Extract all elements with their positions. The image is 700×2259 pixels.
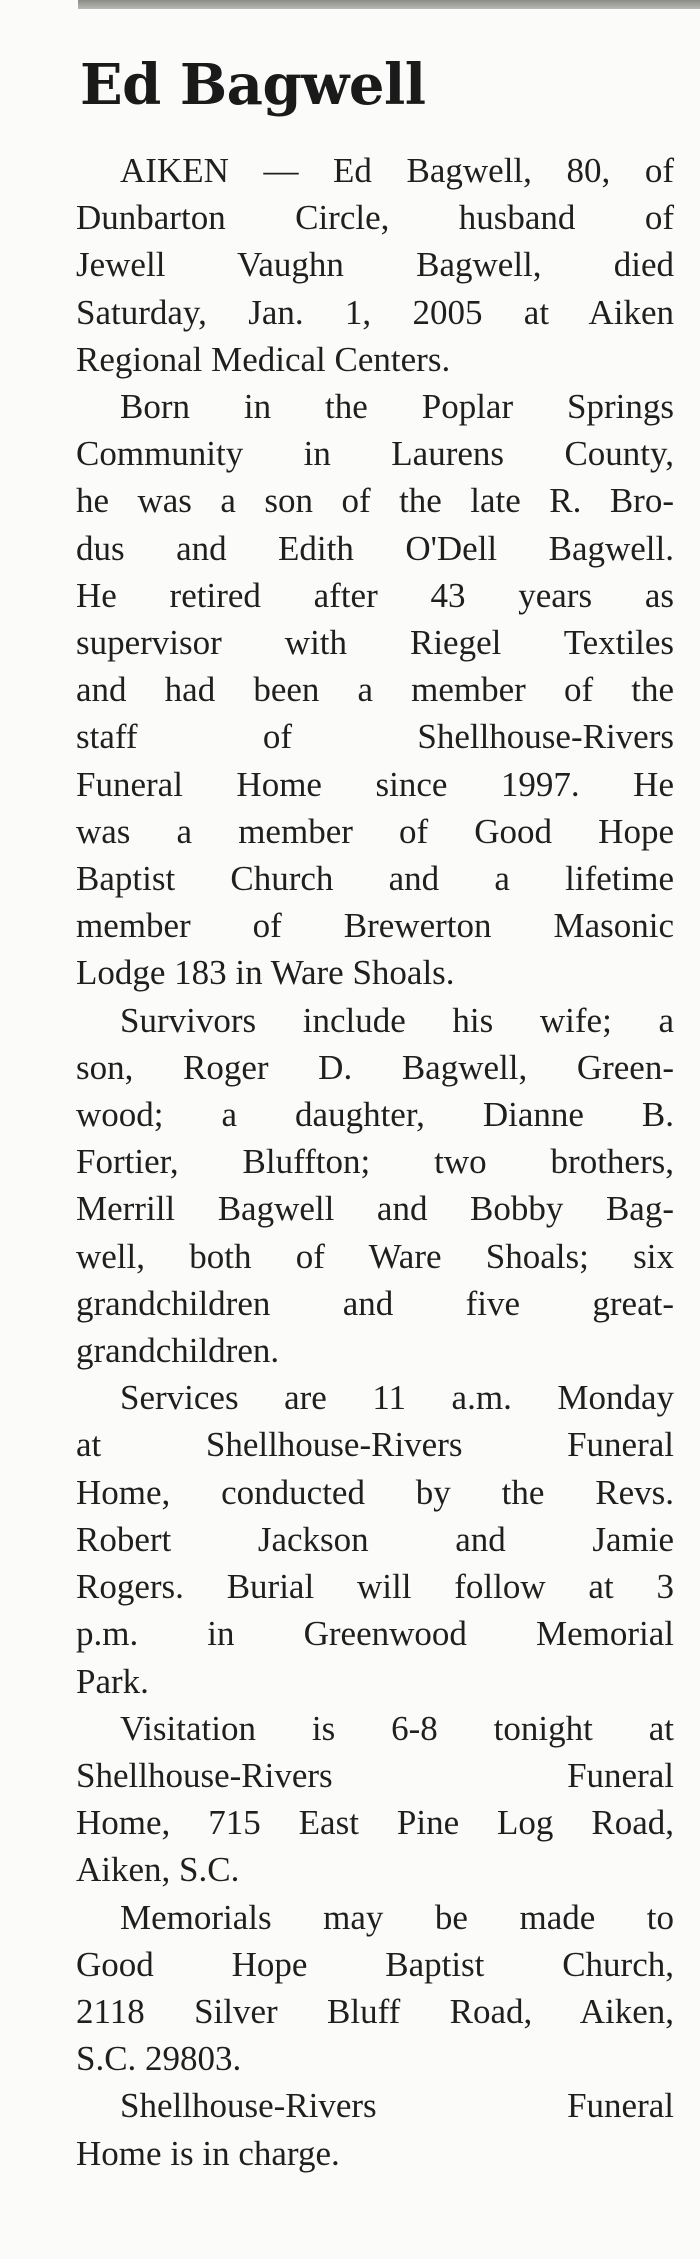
text-line: Baptist Church and a lifetime	[76, 859, 674, 899]
text-line: Jewell Vaughn Bagwell, died	[76, 245, 674, 285]
text-line: Park.	[76, 1661, 149, 1701]
text-line: Funeral Home since 1997. He	[76, 764, 674, 804]
text-line: Survivors include his wife; a	[120, 1000, 674, 1040]
text-line: supervisor with Riegel Textiles	[76, 623, 674, 663]
obituary-paragraph	[76, 1374, 674, 1704]
obituary-paragraph	[76, 1705, 674, 1894]
text-line: and had been a member of the	[76, 670, 674, 710]
text-line: Good Hope Baptist Church,	[76, 1944, 674, 1984]
text-line: dus and Edith O'Dell Bagwell.	[76, 528, 674, 568]
obituary-paragraph	[76, 147, 674, 383]
text-line: was a member of Good Hope	[76, 811, 674, 851]
text-line: Home is in charge.	[76, 2133, 340, 2173]
obituary-paragraph	[76, 2082, 674, 2176]
obituary-paragraph	[76, 383, 674, 997]
text-line: AIKEN — Ed Bagwell, 80, of	[120, 151, 674, 190]
text-line: p.m. in Greenwood Memorial	[76, 1614, 674, 1654]
text-line: Rogers. Burial will follow at 3	[76, 1567, 674, 1607]
obituary-body	[76, 147, 674, 2177]
text-line: Fortier, Bluffton; two brothers,	[76, 1142, 674, 1182]
text-line: at Shellhouse-Rivers Funeral	[76, 1425, 674, 1465]
text-line: Community in Laurens County,	[76, 434, 674, 474]
text-line: Services are 11 a.m. Monday	[120, 1378, 674, 1418]
text-line: Dunbarton Circle, husband of	[76, 198, 674, 238]
text-line: Shellhouse-Rivers Funeral	[120, 2086, 674, 2126]
text-line: 2118 Silver Bluff Road, Aiken,	[76, 1991, 674, 2031]
top-border-rule	[78, 0, 700, 9]
text-line: he was a son of the late R. Bro-	[76, 481, 674, 521]
text-line: Visitation is 6-8 tonight at	[120, 1708, 674, 1748]
text-line: Robert Jackson and Jamie	[76, 1519, 674, 1559]
text-line: grandchildren.	[76, 1331, 280, 1371]
text-line: S.C. 29803.	[76, 2039, 242, 2079]
text-line: Shellhouse-Rivers Funeral	[76, 1755, 674, 1795]
text-line: son, Roger D. Bagwell, Green-	[76, 1047, 674, 1087]
text-line: Saturday, Jan. 1, 2005 at Aiken	[76, 292, 674, 332]
text-line: He retired after 43 years as	[76, 575, 674, 615]
obituary-paragraph	[76, 997, 674, 1375]
text-line: Regional Medical Centers.	[76, 339, 451, 379]
text-line: Home, 715 East Pine Log Road,	[76, 1803, 674, 1843]
text-line: grandchildren and five great-	[76, 1283, 674, 1323]
text-line: Merrill Bagwell and Bobby Bag-	[76, 1189, 674, 1229]
text-line: Lodge 183 in Ware Shoals.	[76, 953, 455, 993]
text-line: wood; a daughter, Dianne B.	[76, 1095, 674, 1135]
text-line: staff of Shellhouse-Rivers	[76, 717, 674, 757]
text-line: Memorials may be made to	[120, 1897, 674, 1937]
text-line: Aiken, S.C.	[76, 1850, 240, 1890]
text-line: Born in the Poplar Springs	[120, 387, 674, 427]
text-line: member of Brewerton Masonic	[76, 906, 674, 946]
obituary-paragraph	[76, 1894, 674, 2083]
text-line: well, both of Ware Shoals; six	[76, 1236, 674, 1276]
obituary-headline: Ed Bagwell	[80, 52, 426, 118]
text-line: Home, conducted by the Revs.	[76, 1472, 674, 1512]
